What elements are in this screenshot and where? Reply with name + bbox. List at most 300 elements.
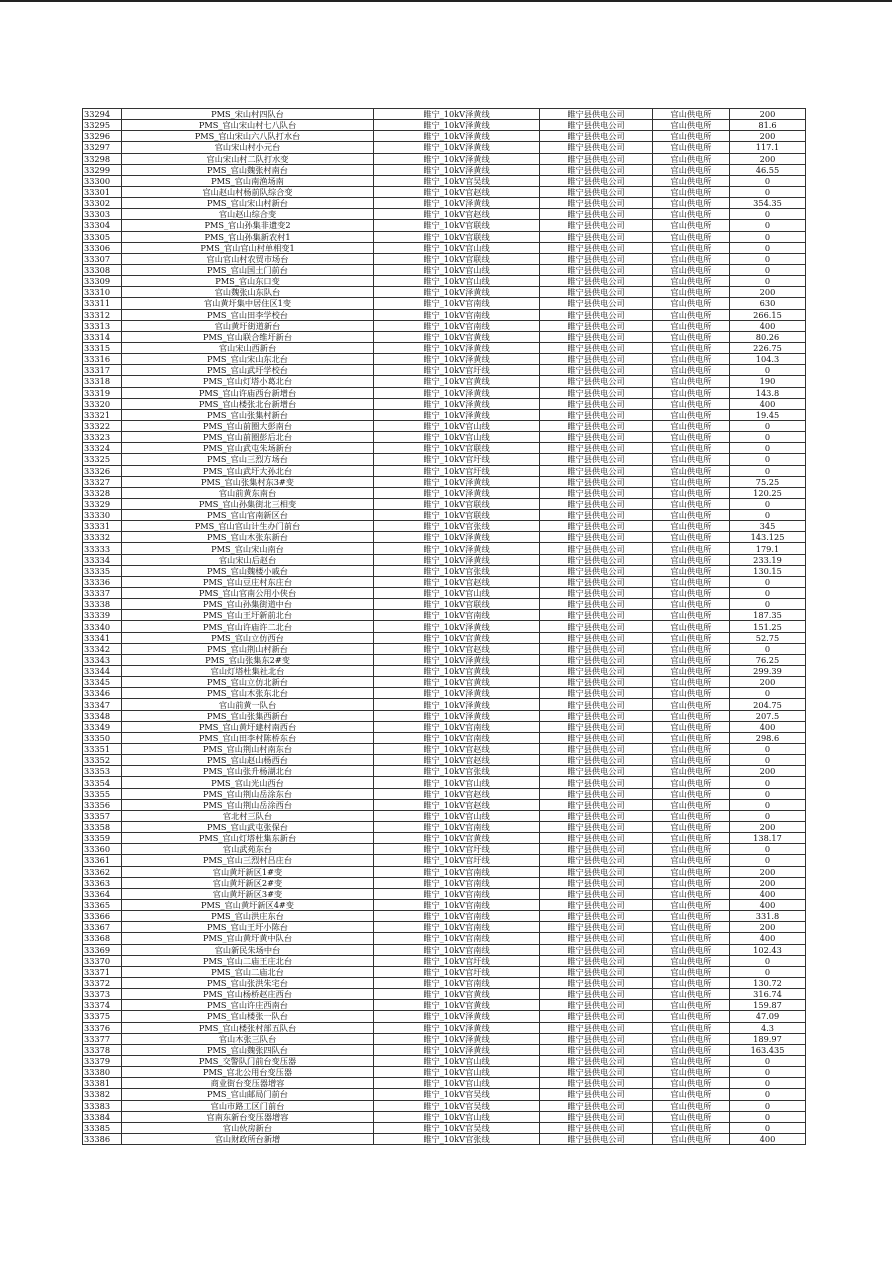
company-cell: 睢宁县供电公司 [540, 1089, 653, 1100]
office-cell: 官山供电所 [653, 810, 730, 821]
line-name-cell: 睢宁_10kV官南线 [374, 309, 540, 320]
table-row [83, 287, 806, 298]
office-cell: 官山供电所 [653, 888, 730, 899]
value-cell: 0 [730, 465, 806, 476]
line-name-cell: 睢宁_10kV官黄线 [374, 376, 540, 387]
value-cell: 400 [730, 721, 806, 732]
company-cell: 睢宁县供电公司 [540, 142, 653, 153]
table-row [83, 933, 806, 944]
value-cell: 0 [730, 810, 806, 821]
table-row [83, 977, 806, 988]
line-name-cell: 睢宁_10kV泽黄线 [374, 131, 540, 142]
table-row [83, 732, 806, 743]
office-cell: 官山供电所 [653, 1022, 730, 1033]
row-id-cell: 33350 [83, 732, 122, 743]
office-cell: 官山供电所 [653, 699, 730, 710]
value-cell: 117.1 [730, 142, 806, 153]
company-cell: 睢宁县供电公司 [540, 264, 653, 275]
table-row [83, 777, 806, 788]
value-cell: 200 [730, 766, 806, 777]
value-cell: 400 [730, 899, 806, 910]
line-name-cell: 睢宁_10kV官圩线 [374, 454, 540, 465]
company-cell: 睢宁县供电公司 [540, 866, 653, 877]
value-cell: 151.25 [730, 621, 806, 632]
station-name-cell: PMS_官山荆山岳涂东台 [122, 788, 374, 799]
office-cell: 官山供电所 [653, 911, 730, 922]
company-cell: 睢宁县供电公司 [540, 777, 653, 788]
row-id-cell: 33340 [83, 621, 122, 632]
station-name-cell: 官山魏张山东队台 [122, 287, 374, 298]
row-id-cell: 33316 [83, 354, 122, 365]
table-row [83, 409, 806, 420]
line-name-cell: 睢宁_10kV官赵线 [374, 186, 540, 197]
table-row [83, 142, 806, 153]
office-cell: 官山供电所 [653, 799, 730, 810]
value-cell: 4.3 [730, 1022, 806, 1033]
value-cell: 200 [730, 877, 806, 888]
office-cell: 官山供电所 [653, 532, 730, 543]
station-name-cell: PMS_官山立仿北新台 [122, 677, 374, 688]
station-name-cell: PMS_官山三烈方场台 [122, 454, 374, 465]
line-name-cell: 睢宁_10kV泽黄线 [374, 1033, 540, 1044]
company-cell: 睢宁县供电公司 [540, 877, 653, 888]
company-cell: 睢宁县供电公司 [540, 855, 653, 866]
company-cell: 睢宁县供电公司 [540, 209, 653, 220]
table-row [83, 175, 806, 186]
company-cell: 睢宁县供电公司 [540, 220, 653, 231]
line-name-cell: 睢宁_10kV官南线 [374, 944, 540, 955]
company-cell: 睢宁县供电公司 [540, 532, 653, 543]
company-cell: 睢宁县供电公司 [540, 1000, 653, 1011]
value-cell: 189.97 [730, 1033, 806, 1044]
station-name-cell: PMS_官山王圩小陈台 [122, 922, 374, 933]
row-id-cell: 33328 [83, 487, 122, 498]
office-cell: 官山供电所 [653, 610, 730, 621]
row-id-cell: 33308 [83, 264, 122, 275]
station-name-cell: 官山财政所台新增 [122, 1133, 374, 1144]
office-cell: 官山供电所 [653, 309, 730, 320]
row-id-cell: 33335 [83, 565, 122, 576]
table-row [83, 632, 806, 643]
value-cell: 630 [730, 298, 806, 309]
line-name-cell: 睢宁_10kV官黄线 [374, 1000, 540, 1011]
office-cell: 官山供电所 [653, 1122, 730, 1133]
line-name-cell: 睢宁_10kV泽黄线 [374, 120, 540, 131]
station-name-cell: PMS_官山木张东新台 [122, 532, 374, 543]
value-cell: 0 [730, 1122, 806, 1133]
value-cell: 0 [730, 599, 806, 610]
row-id-cell: 33383 [83, 1100, 122, 1111]
company-cell: 睢宁县供电公司 [540, 1055, 653, 1066]
station-name-cell: PMS_官山田李村陈桥东台 [122, 732, 374, 743]
company-cell: 睢宁县供电公司 [540, 231, 653, 242]
office-cell: 官山供电所 [653, 1078, 730, 1089]
table-row [83, 1011, 806, 1022]
line-name-cell: 睢宁_10kV官山线 [374, 1055, 540, 1066]
row-id-cell: 33320 [83, 398, 122, 409]
table-row [83, 398, 806, 409]
station-name-cell: PMS_官山武屯朱场新台 [122, 443, 374, 454]
station-name-cell: PMS_官山灯塔杜集东新台 [122, 833, 374, 844]
table-row [83, 944, 806, 955]
line-name-cell: 睢宁_10kV官吴线 [374, 1089, 540, 1100]
company-cell: 睢宁县供电公司 [540, 643, 653, 654]
line-name-cell: 睢宁_10kV泽黄线 [374, 287, 540, 298]
table-row [83, 1044, 806, 1055]
table-row [83, 432, 806, 443]
office-cell: 官山供电所 [653, 420, 730, 431]
row-id-cell: 33370 [83, 955, 122, 966]
office-cell: 官山供电所 [653, 643, 730, 654]
station-name-cell: PMS_官山孙集新农村1 [122, 231, 374, 242]
line-name-cell: 睢宁_10kV泽黄线 [374, 621, 540, 632]
value-cell: 0 [730, 1100, 806, 1111]
station-name-cell: 官山赵山综合变 [122, 209, 374, 220]
line-name-cell: 睢宁_10kV官南线 [374, 977, 540, 988]
station-name-cell: PMS_官山东口变 [122, 276, 374, 287]
table-row [83, 565, 806, 576]
value-cell: 0 [730, 688, 806, 699]
office-cell: 官山供电所 [653, 331, 730, 342]
value-cell: 0 [730, 420, 806, 431]
line-name-cell: 睢宁_10kV泽黄线 [374, 476, 540, 487]
company-cell: 睢宁县供电公司 [540, 276, 653, 287]
table-row [83, 1022, 806, 1033]
office-cell: 官山供电所 [653, 354, 730, 365]
company-cell: 睢宁县供电公司 [540, 688, 653, 699]
table-row [83, 621, 806, 632]
row-id-cell: 33357 [83, 810, 122, 821]
table-row [83, 298, 806, 309]
station-name-cell: PMS_官山邮局门前台 [122, 1089, 374, 1100]
table-row [83, 109, 806, 120]
value-cell: 0 [730, 276, 806, 287]
line-name-cell: 睢宁_10kV官黄线 [374, 666, 540, 677]
row-id-cell: 33359 [83, 833, 122, 844]
company-cell: 睢宁县供电公司 [540, 654, 653, 665]
station-name-cell: 官山市路工区门前台 [122, 1100, 374, 1111]
table-row [83, 855, 806, 866]
row-id-cell: 33311 [83, 298, 122, 309]
row-id-cell: 33363 [83, 877, 122, 888]
company-cell: 睢宁县供电公司 [540, 955, 653, 966]
row-id-cell: 33376 [83, 1022, 122, 1033]
station-name-cell: PMS_官山宋山南台 [122, 543, 374, 554]
table-row [83, 164, 806, 175]
value-cell: 200 [730, 287, 806, 298]
table-row [83, 186, 806, 197]
value-cell: 200 [730, 153, 806, 164]
office-cell: 官山供电所 [653, 554, 730, 565]
table-row [83, 476, 806, 487]
station-name-cell: 官山前黄东南台 [122, 487, 374, 498]
office-cell: 官山供电所 [653, 565, 730, 576]
table-row [83, 688, 806, 699]
line-name-cell: 睢宁_10kV官南线 [374, 877, 540, 888]
table-row [83, 766, 806, 777]
line-name-cell: 睢宁_10kV泽黄线 [374, 1011, 540, 1022]
company-cell: 睢宁县供电公司 [540, 510, 653, 521]
company-cell: 睢宁县供电公司 [540, 432, 653, 443]
office-cell: 官山供电所 [653, 164, 730, 175]
line-name-cell: 睢宁_10kV官赵线 [374, 788, 540, 799]
value-cell: 0 [730, 253, 806, 264]
table-row [83, 1055, 806, 1066]
table-row [83, 198, 806, 209]
company-cell: 睢宁县供电公司 [540, 599, 653, 610]
station-name-cell: PMS_官山孙集街北三相变 [122, 498, 374, 509]
table-row [83, 1067, 806, 1078]
station-name-cell: 官山官山村农贸市场台 [122, 253, 374, 264]
office-cell: 官山供电所 [653, 498, 730, 509]
line-name-cell: 睢宁_10kV官南线 [374, 911, 540, 922]
line-name-cell: 睢宁_10kV官张线 [374, 1133, 540, 1144]
row-id-cell: 33307 [83, 253, 122, 264]
company-cell: 睢宁县供电公司 [540, 354, 653, 365]
table-row [83, 899, 806, 910]
station-name-cell: PMS_官山前圈彭后北台 [122, 432, 374, 443]
line-name-cell: 睢宁_10kV官山线 [374, 432, 540, 443]
row-id-cell: 33377 [83, 1033, 122, 1044]
station-name-cell: PMS_官山宋山六八队打水台 [122, 131, 374, 142]
table-row [83, 532, 806, 543]
company-cell: 睢宁县供电公司 [540, 131, 653, 142]
company-cell: 睢宁县供电公司 [540, 153, 653, 164]
company-cell: 睢宁县供电公司 [540, 420, 653, 431]
line-name-cell: 睢宁_10kV泽黄线 [374, 487, 540, 498]
table-row [83, 510, 806, 521]
station-name-cell: PMS_官北公用台变压器 [122, 1067, 374, 1078]
table-row [83, 320, 806, 331]
row-id-cell: 33297 [83, 142, 122, 153]
table-row [83, 710, 806, 721]
station-name-cell: PMS_官山楼张北台新增台 [122, 398, 374, 409]
row-id-cell: 33358 [83, 822, 122, 833]
office-cell: 官山供电所 [653, 576, 730, 587]
office-cell: 官山供电所 [653, 1055, 730, 1066]
value-cell: 400 [730, 933, 806, 944]
company-cell: 睢宁县供电公司 [540, 320, 653, 331]
value-cell: 0 [730, 264, 806, 275]
row-id-cell: 33341 [83, 632, 122, 643]
row-id-cell: 33365 [83, 899, 122, 910]
table-row [83, 844, 806, 855]
station-name-cell: PMS_官山王圩新前北台 [122, 610, 374, 621]
station-name-cell: PMS_官山洪庄东台 [122, 911, 374, 922]
table-row [83, 1033, 806, 1044]
row-id-cell: 33332 [83, 532, 122, 543]
table-row [83, 1100, 806, 1111]
value-cell: 102.43 [730, 944, 806, 955]
company-cell: 睢宁县供电公司 [540, 632, 653, 643]
table-row [83, 599, 806, 610]
value-cell: 0 [730, 365, 806, 376]
value-cell: 0 [730, 966, 806, 977]
office-cell: 官山供电所 [653, 1000, 730, 1011]
office-cell: 官山供电所 [653, 264, 730, 275]
value-cell: 207.5 [730, 710, 806, 721]
station-name-cell: PMS_官山官南公用小侠台 [122, 588, 374, 599]
row-id-cell: 33373 [83, 989, 122, 1000]
table-row [83, 677, 806, 688]
line-name-cell: 睢宁_10kV泽黄线 [374, 142, 540, 153]
value-cell: 233.19 [730, 554, 806, 565]
company-cell: 睢宁县供电公司 [540, 810, 653, 821]
line-name-cell: 睢宁_10kV官黄线 [374, 989, 540, 1000]
row-id-cell: 33375 [83, 1011, 122, 1022]
line-name-cell: 睢宁_10kV官圩线 [374, 365, 540, 376]
company-cell: 睢宁县供电公司 [540, 476, 653, 487]
table-row [83, 153, 806, 164]
table-row [83, 699, 806, 710]
value-cell: 0 [730, 1089, 806, 1100]
station-name-cell: PMS_官山许庙西台新增台 [122, 387, 374, 398]
office-cell: 官山供电所 [653, 599, 730, 610]
line-name-cell: 睢宁_10kV泽黄线 [374, 1044, 540, 1055]
station-name-cell: PMS_官山国土门前台 [122, 264, 374, 275]
company-cell: 睢宁县供电公司 [540, 1044, 653, 1055]
company-cell: 睢宁县供电公司 [540, 1022, 653, 1033]
office-cell: 官山供电所 [653, 666, 730, 677]
row-id-cell: 33337 [83, 588, 122, 599]
table-row [83, 1078, 806, 1089]
company-cell: 睢宁县供电公司 [540, 521, 653, 532]
row-id-cell: 33381 [83, 1078, 122, 1089]
company-cell: 睢宁县供电公司 [540, 576, 653, 587]
line-name-cell: 睢宁_10kV泽黄线 [374, 654, 540, 665]
row-id-cell: 33325 [83, 454, 122, 465]
line-name-cell: 睢宁_10kV官山线 [374, 1078, 540, 1089]
value-cell: 75.25 [730, 476, 806, 487]
office-cell: 官山供电所 [653, 844, 730, 855]
company-cell: 睢宁县供电公司 [540, 309, 653, 320]
line-name-cell: 睢宁_10kV官联线 [374, 498, 540, 509]
station-name-cell: PMS_官山立仿西台 [122, 632, 374, 643]
office-cell: 官山供电所 [653, 822, 730, 833]
value-cell: 400 [730, 320, 806, 331]
table-row [83, 810, 806, 821]
row-id-cell: 33380 [83, 1067, 122, 1078]
station-name-cell: 官山宋山村二队打水变 [122, 153, 374, 164]
row-id-cell: 33386 [83, 1133, 122, 1144]
line-name-cell: 睢宁_10kV官圩线 [374, 855, 540, 866]
line-name-cell: 睢宁_10kV官吴线 [374, 1122, 540, 1133]
table-row [83, 209, 806, 220]
station-name-cell: PMS_官山武圩大孙北台 [122, 465, 374, 476]
row-id-cell: 33295 [83, 120, 122, 131]
office-cell: 官山供电所 [653, 175, 730, 186]
station-name-cell: 官北村三队台 [122, 810, 374, 821]
line-name-cell: 睢宁_10kV官赵线 [374, 643, 540, 654]
line-name-cell: 睢宁_10kV官南线 [374, 298, 540, 309]
station-name-cell: PMS_官山三烈村吕庄台 [122, 855, 374, 866]
row-id-cell: 33344 [83, 666, 122, 677]
value-cell: 0 [730, 498, 806, 509]
office-cell: 官山供电所 [653, 342, 730, 353]
value-cell: 179.1 [730, 543, 806, 554]
line-name-cell: 睢宁_10kV官山线 [374, 276, 540, 287]
office-cell: 官山供电所 [653, 621, 730, 632]
value-cell: 130.72 [730, 977, 806, 988]
table-row [83, 966, 806, 977]
row-id-cell: 33349 [83, 721, 122, 732]
row-id-cell: 33343 [83, 654, 122, 665]
value-cell: 400 [730, 1133, 806, 1144]
company-cell: 睢宁县供电公司 [540, 365, 653, 376]
office-cell: 官山供电所 [653, 109, 730, 120]
value-cell: 204.75 [730, 699, 806, 710]
line-name-cell: 睢宁_10kV官赵线 [374, 755, 540, 766]
office-cell: 官山供电所 [653, 209, 730, 220]
line-name-cell: 睢宁_10kV官黄线 [374, 677, 540, 688]
office-cell: 官山供电所 [653, 766, 730, 777]
value-cell: 104.3 [730, 354, 806, 365]
row-id-cell: 33338 [83, 599, 122, 610]
table-row [83, 220, 806, 231]
office-cell: 官山供电所 [653, 231, 730, 242]
line-name-cell: 睢宁_10kV官联线 [374, 231, 540, 242]
company-cell: 睢宁县供电公司 [540, 342, 653, 353]
office-cell: 官山供电所 [653, 1100, 730, 1111]
value-cell: 0 [730, 576, 806, 587]
value-cell: 200 [730, 677, 806, 688]
row-id-cell: 33309 [83, 276, 122, 287]
row-id-cell: 33323 [83, 432, 122, 443]
value-cell: 143.125 [730, 532, 806, 543]
station-name-cell: PMS_官山荆山村南东台 [122, 744, 374, 755]
company-cell: 睢宁县供电公司 [540, 944, 653, 955]
station-name-cell: PMS_官山官南新区台 [122, 510, 374, 521]
company-cell: 睢宁县供电公司 [540, 844, 653, 855]
office-cell: 官山供电所 [653, 409, 730, 420]
line-name-cell: 睢宁_10kV官联线 [374, 510, 540, 521]
office-cell: 官山供电所 [653, 220, 730, 231]
company-cell: 睢宁县供电公司 [540, 1033, 653, 1044]
table-row [83, 1089, 806, 1100]
office-cell: 官山供电所 [653, 866, 730, 877]
office-cell: 官山供电所 [653, 721, 730, 732]
line-name-cell: 睢宁_10kV官赵线 [374, 209, 540, 220]
line-name-cell: 睢宁_10kV官南线 [374, 822, 540, 833]
station-name-cell: 官山宋山后赵台 [122, 554, 374, 565]
value-cell: 0 [730, 432, 806, 443]
office-cell: 官山供电所 [653, 1089, 730, 1100]
table-row [83, 877, 806, 888]
row-id-cell: 33367 [83, 922, 122, 933]
line-name-cell: 睢宁_10kV泽黄线 [374, 109, 540, 120]
station-name-cell: PMS_官山木张东北台 [122, 688, 374, 699]
station-name-cell: PMS_官山赵山杨西台 [122, 755, 374, 766]
row-id-cell: 33318 [83, 376, 122, 387]
value-cell: 46.55 [730, 164, 806, 175]
line-name-cell: 睢宁_10kV官山线 [374, 264, 540, 275]
office-cell: 官山供电所 [653, 877, 730, 888]
row-id-cell: 33296 [83, 131, 122, 142]
office-cell: 官山供电所 [653, 744, 730, 755]
line-name-cell: 睢宁_10kV官山线 [374, 810, 540, 821]
office-cell: 官山供电所 [653, 521, 730, 532]
station-name-cell: PMS_官山黄圩建村南西台 [122, 721, 374, 732]
station-name-cell: PMS_官山前圈大彭南台 [122, 420, 374, 431]
office-cell: 官山供电所 [653, 654, 730, 665]
value-cell: 400 [730, 398, 806, 409]
office-cell: 官山供电所 [653, 387, 730, 398]
line-name-cell: 睢宁_10kV官联线 [374, 220, 540, 231]
company-cell: 睢宁县供电公司 [540, 1122, 653, 1133]
line-name-cell: 睢宁_10kV官山线 [374, 1111, 540, 1122]
row-id-cell: 33347 [83, 699, 122, 710]
office-cell: 官山供电所 [653, 510, 730, 521]
